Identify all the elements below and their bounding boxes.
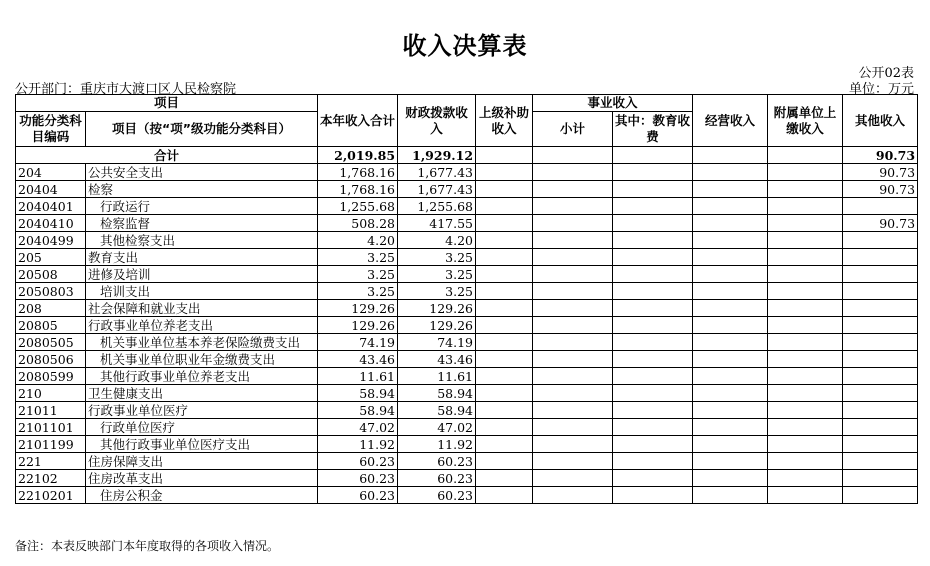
- row-business-education: [613, 436, 693, 453]
- row-fiscal-allocation: 60.23: [398, 453, 476, 470]
- row-business-subtotal: [533, 402, 613, 419]
- row-affiliated-income: [768, 334, 843, 351]
- table-row: [16, 351, 918, 368]
- row-affiliated-income: [768, 249, 843, 266]
- row-upper-subsidy: [476, 249, 533, 266]
- row-upper-subsidy: [476, 453, 533, 470]
- row-business-subtotal: [533, 487, 613, 504]
- row-total-income: 74.19: [318, 334, 398, 351]
- row-name: 机关事业单位基本养老保险缴费支出: [86, 334, 318, 351]
- table-row: [16, 436, 918, 453]
- row-total-income: 3.25: [318, 283, 398, 300]
- row-business-subtotal: [533, 283, 613, 300]
- row-fiscal-allocation: 1,677.43: [398, 164, 476, 181]
- row-name: 社会保障和就业支出: [86, 300, 318, 317]
- row-other-income: 90.73: [843, 215, 918, 232]
- table-row: [16, 334, 918, 351]
- row-code: 20508: [16, 266, 86, 283]
- row-operating-income: [693, 249, 768, 266]
- row-operating-income: [693, 300, 768, 317]
- row-business-education: [613, 215, 693, 232]
- row-code: 20404: [16, 181, 86, 198]
- row-upper-subsidy: [476, 436, 533, 453]
- row-other-income: [843, 198, 918, 215]
- row-fiscal-allocation: 3.25: [398, 283, 476, 300]
- row-business-subtotal: [533, 334, 613, 351]
- row-other-income: [843, 266, 918, 283]
- row-name: 其他行政事业单位养老支出: [86, 368, 318, 385]
- row-business-subtotal: [533, 249, 613, 266]
- row-fiscal-allocation: 47.02: [398, 419, 476, 436]
- row-name: 公共安全支出: [86, 164, 318, 181]
- row-fiscal-allocation: 11.61: [398, 368, 476, 385]
- row-total-income: 60.23: [318, 453, 398, 470]
- row-business-subtotal: [533, 317, 613, 334]
- row-affiliated-income: [768, 215, 843, 232]
- footer-note: 备注：本表反映部门本年度取得的各项收入情况。: [15, 539, 280, 553]
- row-business-education: [613, 266, 693, 283]
- table-row: [16, 198, 918, 215]
- row-upper-subsidy: [476, 198, 533, 215]
- row-operating-income: [693, 198, 768, 215]
- row-business-education: [613, 300, 693, 317]
- total-other-value: 90.73: [843, 147, 918, 164]
- row-fiscal-allocation: 43.46: [398, 351, 476, 368]
- row-upper-subsidy: [476, 266, 533, 283]
- page-title: 收入决算表: [402, 32, 528, 60]
- table-row: [16, 300, 918, 317]
- row-total-income: 60.23: [318, 470, 398, 487]
- row-business-education: [613, 368, 693, 385]
- row-other-income: [843, 249, 918, 266]
- row-upper-subsidy: [476, 232, 533, 249]
- row-other-income: [843, 453, 918, 470]
- row-name: 教育支出: [86, 249, 318, 266]
- row-affiliated-income: [768, 351, 843, 368]
- total-fiscal-value: 1,929.12: [398, 147, 476, 164]
- row-upper-subsidy: [476, 470, 533, 487]
- total-row: [16, 147, 918, 164]
- row-fiscal-allocation: 1,255.68: [398, 198, 476, 215]
- row-upper-subsidy: [476, 419, 533, 436]
- row-other-income: [843, 385, 918, 402]
- row-total-income: 129.26: [318, 300, 398, 317]
- row-business-subtotal: [533, 300, 613, 317]
- row-affiliated-income: [768, 232, 843, 249]
- row-upper-subsidy: [476, 215, 533, 232]
- header-business-subtotal: 小计: [533, 112, 613, 147]
- header-name: 项目（按“项”级功能分类科目）: [86, 112, 318, 147]
- header-affiliated-income: 附属单位上缴收入: [768, 95, 843, 147]
- header-fiscal-allocation: 财政拨款收入: [398, 95, 476, 147]
- row-business-subtotal: [533, 385, 613, 402]
- row-affiliated-income: [768, 317, 843, 334]
- row-code: 20805: [16, 317, 86, 334]
- total-income-value: 2,019.85: [318, 147, 398, 164]
- department-label: 公开部门：重庆市大渡口区人民检察院: [15, 82, 237, 97]
- header-upper-subsidy: 上级补助收入: [476, 95, 533, 147]
- row-operating-income: [693, 487, 768, 504]
- row-code: 221: [16, 453, 86, 470]
- header-item-group: 项目: [16, 95, 318, 112]
- table-row: [16, 487, 918, 504]
- row-business-education: [613, 232, 693, 249]
- table-row: [16, 419, 918, 436]
- row-business-education: [613, 453, 693, 470]
- row-other-income: [843, 232, 918, 249]
- row-business-subtotal: [533, 351, 613, 368]
- form-number: 公开02表: [858, 66, 914, 81]
- row-upper-subsidy: [476, 402, 533, 419]
- row-name: 行政运行: [86, 198, 318, 215]
- row-total-income: 43.46: [318, 351, 398, 368]
- table-row: [16, 181, 918, 198]
- row-name: 其他行政事业单位医疗支出: [86, 436, 318, 453]
- row-fiscal-allocation: 60.23: [398, 487, 476, 504]
- table-row: [16, 453, 918, 470]
- total-upper-subsidy-value: [476, 147, 533, 164]
- row-business-subtotal: [533, 266, 613, 283]
- row-upper-subsidy: [476, 351, 533, 368]
- row-upper-subsidy: [476, 487, 533, 504]
- header-business-income: 事业收入: [533, 95, 693, 112]
- row-business-subtotal: [533, 215, 613, 232]
- row-code: 2101199: [16, 436, 86, 453]
- row-fiscal-allocation: 58.94: [398, 402, 476, 419]
- row-code: 2040401: [16, 198, 86, 215]
- row-business-subtotal: [533, 453, 613, 470]
- row-operating-income: [693, 419, 768, 436]
- row-business-subtotal: [533, 419, 613, 436]
- header-code: 功能分类科目编码: [16, 112, 86, 147]
- total-label: 合计: [16, 147, 318, 164]
- table-row: [16, 470, 918, 487]
- row-name: 行政事业单位养老支出: [86, 317, 318, 334]
- table-row: [16, 164, 918, 181]
- row-code: 2050803: [16, 283, 86, 300]
- row-operating-income: [693, 402, 768, 419]
- row-name: 住房改革支出: [86, 470, 318, 487]
- row-business-subtotal: [533, 232, 613, 249]
- row-code: 2080599: [16, 368, 86, 385]
- row-total-income: 1,255.68: [318, 198, 398, 215]
- header-operating-income: 经营收入: [693, 95, 768, 147]
- row-upper-subsidy: [476, 334, 533, 351]
- row-business-education: [613, 198, 693, 215]
- row-total-income: 129.26: [318, 317, 398, 334]
- row-fiscal-allocation: 11.92: [398, 436, 476, 453]
- row-fiscal-allocation: 3.25: [398, 266, 476, 283]
- row-other-income: [843, 487, 918, 504]
- row-business-education: [613, 385, 693, 402]
- row-business-education: [613, 283, 693, 300]
- row-business-education: [613, 164, 693, 181]
- row-other-income: [843, 351, 918, 368]
- row-total-income: 11.92: [318, 436, 398, 453]
- row-other-income: [843, 334, 918, 351]
- header-other-income: 其他收入: [843, 95, 918, 147]
- row-business-subtotal: [533, 470, 613, 487]
- row-code: 2210201: [16, 487, 86, 504]
- total-affiliated-value: [768, 147, 843, 164]
- row-total-income: 3.25: [318, 266, 398, 283]
- row-affiliated-income: [768, 402, 843, 419]
- row-fiscal-allocation: 3.25: [398, 249, 476, 266]
- row-code: 22102: [16, 470, 86, 487]
- row-other-income: [843, 300, 918, 317]
- table-row: [16, 249, 918, 266]
- row-affiliated-income: [768, 266, 843, 283]
- header-business-education: 其中：教育收费: [613, 112, 693, 147]
- row-name: 住房公积金: [86, 487, 318, 504]
- row-name: 机关事业单位职业年金缴费支出: [86, 351, 318, 368]
- row-business-education: [613, 402, 693, 419]
- row-other-income: [843, 470, 918, 487]
- row-total-income: 47.02: [318, 419, 398, 436]
- row-business-subtotal: [533, 181, 613, 198]
- row-total-income: 508.28: [318, 215, 398, 232]
- row-other-income: [843, 402, 918, 419]
- header-total-income: 本年收入合计: [318, 95, 398, 147]
- total-business-subtotal-value: [533, 147, 613, 164]
- row-affiliated-income: [768, 198, 843, 215]
- row-total-income: 4.20: [318, 232, 398, 249]
- row-name: 检察: [86, 181, 318, 198]
- row-other-income: [843, 419, 918, 436]
- row-upper-subsidy: [476, 164, 533, 181]
- row-upper-subsidy: [476, 300, 533, 317]
- row-business-education: [613, 317, 693, 334]
- row-affiliated-income: [768, 385, 843, 402]
- row-code: 2080506: [16, 351, 86, 368]
- row-upper-subsidy: [476, 283, 533, 300]
- row-code: 208: [16, 300, 86, 317]
- row-affiliated-income: [768, 368, 843, 385]
- row-total-income: 3.25: [318, 249, 398, 266]
- row-name: 卫生健康支出: [86, 385, 318, 402]
- table-row: [16, 385, 918, 402]
- row-code: 2080505: [16, 334, 86, 351]
- table-row: [16, 368, 918, 385]
- row-name: 培训支出: [86, 283, 318, 300]
- row-fiscal-allocation: 4.20: [398, 232, 476, 249]
- row-name: 行政单位医疗: [86, 419, 318, 436]
- row-total-income: 58.94: [318, 402, 398, 419]
- row-affiliated-income: [768, 470, 843, 487]
- row-operating-income: [693, 436, 768, 453]
- row-business-subtotal: [533, 368, 613, 385]
- row-affiliated-income: [768, 283, 843, 300]
- row-affiliated-income: [768, 436, 843, 453]
- row-total-income: 58.94: [318, 385, 398, 402]
- row-other-income: [843, 283, 918, 300]
- row-other-income: [843, 436, 918, 453]
- row-name: 行政事业单位医疗: [86, 402, 318, 419]
- row-operating-income: [693, 164, 768, 181]
- row-code: 205: [16, 249, 86, 266]
- row-fiscal-allocation: 60.23: [398, 470, 476, 487]
- row-total-income: 11.61: [318, 368, 398, 385]
- row-operating-income: [693, 368, 768, 385]
- table-row: [16, 402, 918, 419]
- income-table: [15, 94, 918, 504]
- row-fiscal-allocation: 58.94: [398, 385, 476, 402]
- row-code: 2040499: [16, 232, 86, 249]
- row-fiscal-allocation: 1,677.43: [398, 181, 476, 198]
- row-other-income: 90.73: [843, 181, 918, 198]
- row-operating-income: [693, 283, 768, 300]
- row-business-education: [613, 249, 693, 266]
- row-total-income: 60.23: [318, 487, 398, 504]
- row-affiliated-income: [768, 164, 843, 181]
- row-upper-subsidy: [476, 181, 533, 198]
- table-row: [16, 232, 918, 249]
- row-business-education: [613, 181, 693, 198]
- row-affiliated-income: [768, 181, 843, 198]
- row-fiscal-allocation: 417.55: [398, 215, 476, 232]
- row-operating-income: [693, 334, 768, 351]
- row-name: 检察监督: [86, 215, 318, 232]
- table-row: [16, 215, 918, 232]
- row-business-education: [613, 487, 693, 504]
- row-affiliated-income: [768, 419, 843, 436]
- total-business-education-value: [613, 147, 693, 164]
- row-code: 2101101: [16, 419, 86, 436]
- row-upper-subsidy: [476, 385, 533, 402]
- row-code: 2040410: [16, 215, 86, 232]
- total-operating-value: [693, 147, 768, 164]
- row-fiscal-allocation: 129.26: [398, 317, 476, 334]
- row-other-income: [843, 317, 918, 334]
- row-operating-income: [693, 266, 768, 283]
- row-operating-income: [693, 385, 768, 402]
- row-code: 204: [16, 164, 86, 181]
- row-affiliated-income: [768, 453, 843, 470]
- row-name: 其他检察支出: [86, 232, 318, 249]
- row-name: 进修及培训: [86, 266, 318, 283]
- table-row: [16, 317, 918, 334]
- row-business-subtotal: [533, 436, 613, 453]
- row-business-subtotal: [533, 164, 613, 181]
- row-affiliated-income: [768, 300, 843, 317]
- row-business-education: [613, 334, 693, 351]
- table-row: [16, 283, 918, 300]
- row-operating-income: [693, 215, 768, 232]
- row-operating-income: [693, 351, 768, 368]
- row-code: 210: [16, 385, 86, 402]
- row-upper-subsidy: [476, 317, 533, 334]
- row-operating-income: [693, 317, 768, 334]
- header-row-1: [16, 95, 918, 112]
- row-operating-income: [693, 453, 768, 470]
- unit-label: 单位：万元: [848, 82, 914, 97]
- row-fiscal-allocation: 129.26: [398, 300, 476, 317]
- row-total-income: 1,768.16: [318, 164, 398, 181]
- row-operating-income: [693, 232, 768, 249]
- row-operating-income: [693, 181, 768, 198]
- table-row: [16, 266, 918, 283]
- row-operating-income: [693, 470, 768, 487]
- row-business-education: [613, 419, 693, 436]
- row-other-income: [843, 368, 918, 385]
- row-business-subtotal: [533, 198, 613, 215]
- row-other-income: 90.73: [843, 164, 918, 181]
- row-code: 21011: [16, 402, 86, 419]
- row-business-education: [613, 351, 693, 368]
- row-name: 住房保障支出: [86, 453, 318, 470]
- row-total-income: 1,768.16: [318, 181, 398, 198]
- row-affiliated-income: [768, 487, 843, 504]
- row-upper-subsidy: [476, 368, 533, 385]
- row-business-education: [613, 470, 693, 487]
- row-fiscal-allocation: 74.19: [398, 334, 476, 351]
